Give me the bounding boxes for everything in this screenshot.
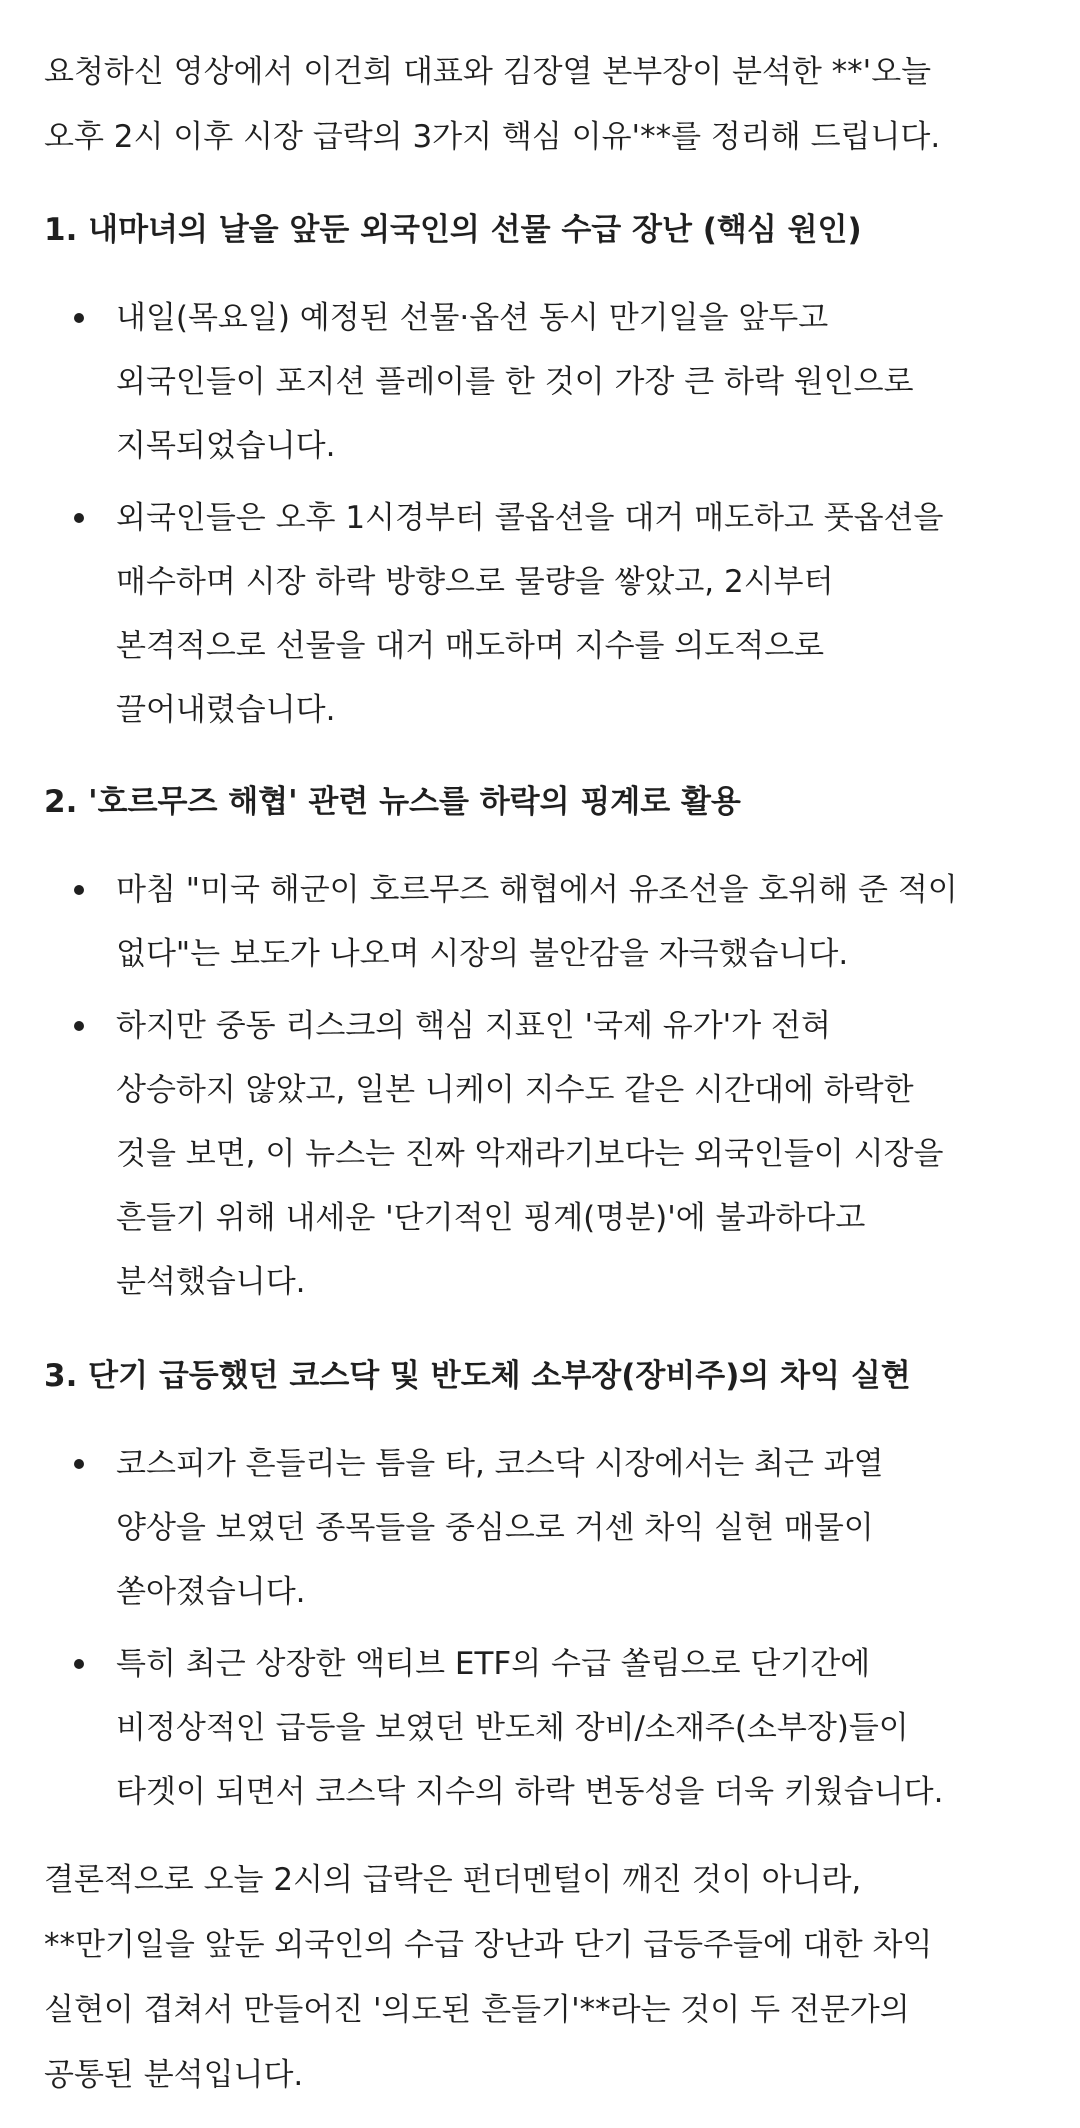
bullet-item — [44, 286, 944, 478]
conclusion-paragraph — [44, 1848, 932, 2108]
conclusion-line: 결론적으로 오늘 2시의 급락은 펀더멘털이 깨진 것이 아니라, — [44, 1862, 862, 1898]
bullet-list — [44, 286, 944, 742]
bullet-dot-icon — [74, 1659, 84, 1669]
conclusion-line: 공통된 분석입니다. — [44, 2057, 304, 2093]
bullet-line: 마침 "미국 해군이 호르무즈 해협에서 유조선을 호위해 준 적이 — [116, 872, 958, 908]
bullet-line: 비정상적인 급등을 보였던 반도체 장비/소재주(소부장)들이 — [116, 1710, 909, 1746]
section-heading: 2. '호르무즈 해협' 관련 뉴스를 하락의 핑계로 활용 — [44, 784, 741, 820]
bullet-line: 분석했습니다. — [116, 1264, 306, 1300]
bullet-line: 없다"는 보도가 나오며 시장의 불안감을 자극했습니다. — [116, 936, 849, 972]
bullet-dot-icon — [74, 1021, 84, 1031]
intro-paragraph — [44, 40, 940, 170]
conclusion-line: 실현이 겹쳐서 만들어진 '의도된 흔들기'**라는 것이 두 전문가의 — [44, 1992, 910, 2028]
conclusion-line: **만기일을 앞둔 외국인의 수급 장난과 단기 급등주들에 대한 차익 — [44, 1927, 933, 1963]
bullet-line: 지목되었습니다. — [116, 428, 336, 464]
bullet-dot-icon — [74, 513, 84, 523]
section-heading: 1. 내마녀의 날을 앞둔 외국인의 선물 수급 장난 (핵심 원인) — [44, 212, 862, 248]
bullet-dot-icon — [74, 1459, 84, 1469]
bullet-item — [44, 994, 958, 1314]
bullet-line: 외국인들이 포지션 플레이를 한 것이 가장 큰 하락 원인으로 — [116, 364, 914, 400]
bullet-line: 외국인들은 오후 1시경부터 콜옵션을 대거 매도하고 풋옵션을 — [116, 500, 944, 536]
bullet-item — [44, 486, 944, 742]
bullet-list — [44, 1432, 943, 1824]
bullet-line: 코스피가 흔들리는 틈을 타, 코스닥 시장에서는 최근 과열 — [116, 1446, 884, 1482]
bullet-line: 본격적으로 선물을 대거 매도하며 지수를 의도적으로 — [116, 628, 825, 664]
section-2 — [44, 782, 958, 1314]
bullet-line: 것을 보면, 이 뉴스는 진짜 악재라기보다는 외국인들이 시장을 — [116, 1136, 944, 1172]
bullet-line: 타겟이 되면서 코스닥 지수의 하락 변동성을 더욱 키웠습니다. — [116, 1774, 944, 1810]
section-3 — [44, 1356, 943, 1824]
bullet-line: 끌어내렸습니다. — [116, 692, 336, 728]
bullet-line: 하지만 중동 리스크의 핵심 지표인 '국제 유가'가 전혀 — [116, 1008, 831, 1044]
bullet-line: 내일(목요일) 예정된 선물·옵션 동시 만기일을 앞두고 — [116, 300, 829, 336]
section-heading: 3. 단기 급등했던 코스닥 및 반도체 소부장(장비주)의 차익 실현 — [44, 1358, 911, 1394]
bullet-item — [44, 1432, 943, 1624]
intro-line: 요청하신 영상에서 이건희 대표와 김장열 본부장이 분석한 **'오늘 — [44, 54, 932, 90]
bullet-dot-icon — [74, 885, 84, 895]
bullet-dot-icon — [74, 313, 84, 323]
bullet-item — [44, 858, 958, 986]
bullet-item — [44, 1632, 943, 1824]
bullet-line: 쏟아졌습니다. — [116, 1574, 306, 1610]
bullet-line: 흔들기 위해 내세운 '단기적인 핑계(명분)'에 불과하다고 — [116, 1200, 866, 1236]
bullet-line: 특히 최근 상장한 액티브 ETF의 수급 쏠림으로 단기간에 — [116, 1646, 871, 1682]
bullet-line: 상승하지 않았고, 일본 니케이 지수도 같은 시간대에 하락한 — [116, 1072, 914, 1108]
bullet-line: 매수하며 시장 하락 방향으로 물량을 쌓았고, 2시부터 — [116, 564, 834, 600]
section-1 — [44, 210, 944, 742]
intro-line: 오후 2시 이후 시장 급락의 3가지 핵심 이유'**를 정리해 드립니다. — [44, 119, 941, 155]
bullet-line: 양상을 보였던 종목들을 중심으로 거센 차익 실현 매물이 — [116, 1510, 874, 1546]
bullet-list — [44, 858, 958, 1314]
